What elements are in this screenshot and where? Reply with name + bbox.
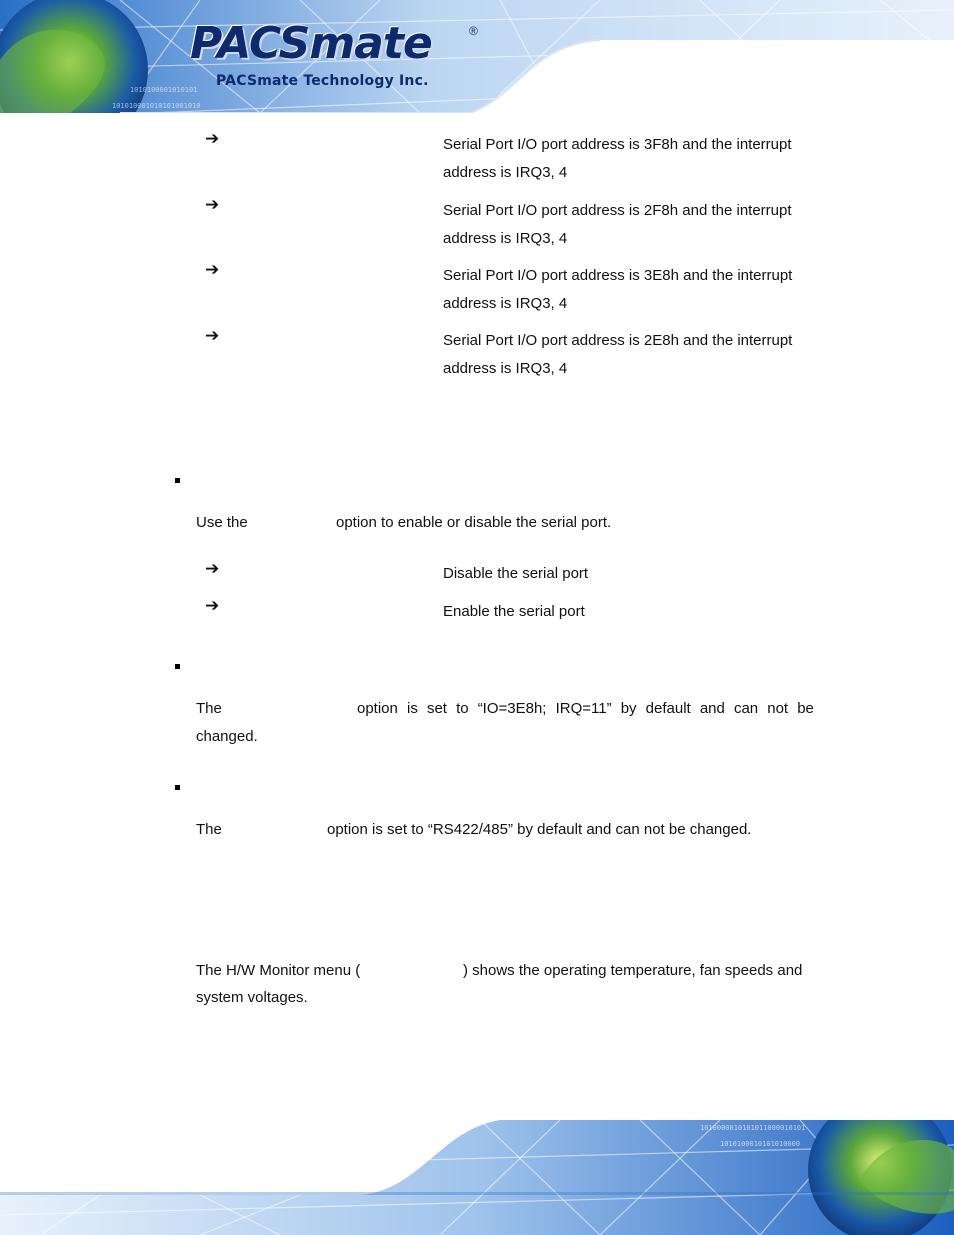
- arrow-right-icon: ➔: [205, 596, 220, 616]
- paragraph-text: option is set to “RS422/485” by default and can not be changed.: [327, 821, 752, 838]
- paragraph-word: IRQ=11”: [555, 700, 612, 717]
- option-description: Disable the serial port: [443, 565, 589, 582]
- paragraph-word: option: [357, 700, 398, 717]
- paragraph-word: not: [767, 700, 789, 717]
- bullet-icon: [175, 478, 180, 483]
- arrow-right-icon: ➔: [205, 260, 220, 280]
- bullet-icon: [175, 785, 180, 790]
- arrow-right-icon: ➔: [205, 195, 220, 215]
- paragraph-word: be: [797, 700, 814, 717]
- paragraph-text: system voltages.: [196, 989, 308, 1006]
- svg-text:101010001010101001010: 101010001010101001010: [112, 102, 201, 110]
- option-description: Serial Port I/O port address is 3E8h and the interrupt: [443, 267, 793, 284]
- option-description: address is IRQ3, 4: [443, 360, 568, 377]
- paragraph-word: can: [733, 700, 759, 717]
- paragraph-word: to: [456, 700, 469, 717]
- paragraph-text: The: [196, 821, 222, 838]
- option-description: address is IRQ3, 4: [443, 295, 568, 312]
- paragraph-text: changed.: [196, 728, 258, 745]
- paragraph-word: set: [426, 700, 447, 717]
- paragraph-word: by: [620, 700, 637, 717]
- paragraph-word: The: [196, 700, 222, 717]
- paragraph-word: “IO=3E8h;: [477, 700, 547, 717]
- company-name: PACSmate Technology Inc.: [216, 73, 429, 89]
- option-description: address is IRQ3, 4: [443, 230, 568, 247]
- page-footer: [0, 1120, 954, 1235]
- paragraph-text: ) shows the operating temperature, fan speeds and: [463, 962, 803, 979]
- arrow-right-icon: ➔: [205, 129, 220, 149]
- bullet-icon: [175, 664, 180, 669]
- option-description: Serial Port I/O port address is 2F8h and the interrupt: [443, 202, 792, 219]
- option-description: Serial Port I/O port address is 2E8h and the interrupt: [443, 332, 793, 349]
- option-description: Serial Port I/O port address is 3F8h and the interrupt: [443, 136, 792, 153]
- arrow-right-icon: ➔: [205, 559, 220, 579]
- paragraph-word: default: [645, 700, 691, 717]
- justified-line: [357, 699, 814, 719]
- page-header: [0, 0, 954, 113]
- paragraph-text: option to enable or disable the serial port.: [336, 514, 612, 531]
- footer-banner-graphic: [0, 1120, 954, 1235]
- paragraph-word: is: [406, 700, 418, 717]
- paragraph-text: Use the: [196, 514, 248, 531]
- brand-logo-text: PACSmate: [190, 18, 432, 69]
- option-description: address is IRQ3, 4: [443, 164, 568, 181]
- option-description: Enable the serial port: [443, 603, 585, 620]
- svg-text:1010100010101010000: 1010100010101010000: [720, 1140, 801, 1148]
- header-banner-graphic: [0, 0, 954, 113]
- registered-mark: ®: [469, 24, 478, 38]
- svg-text:1010000010101011000010101: 1010000010101011000010101: [700, 1124, 806, 1132]
- svg-text:1010100001010101: 1010100001010101: [130, 86, 198, 94]
- paragraph-text: The H/W Monitor menu (: [196, 962, 361, 979]
- paragraph-word: and: [699, 700, 725, 717]
- arrow-right-icon: ➔: [205, 326, 220, 346]
